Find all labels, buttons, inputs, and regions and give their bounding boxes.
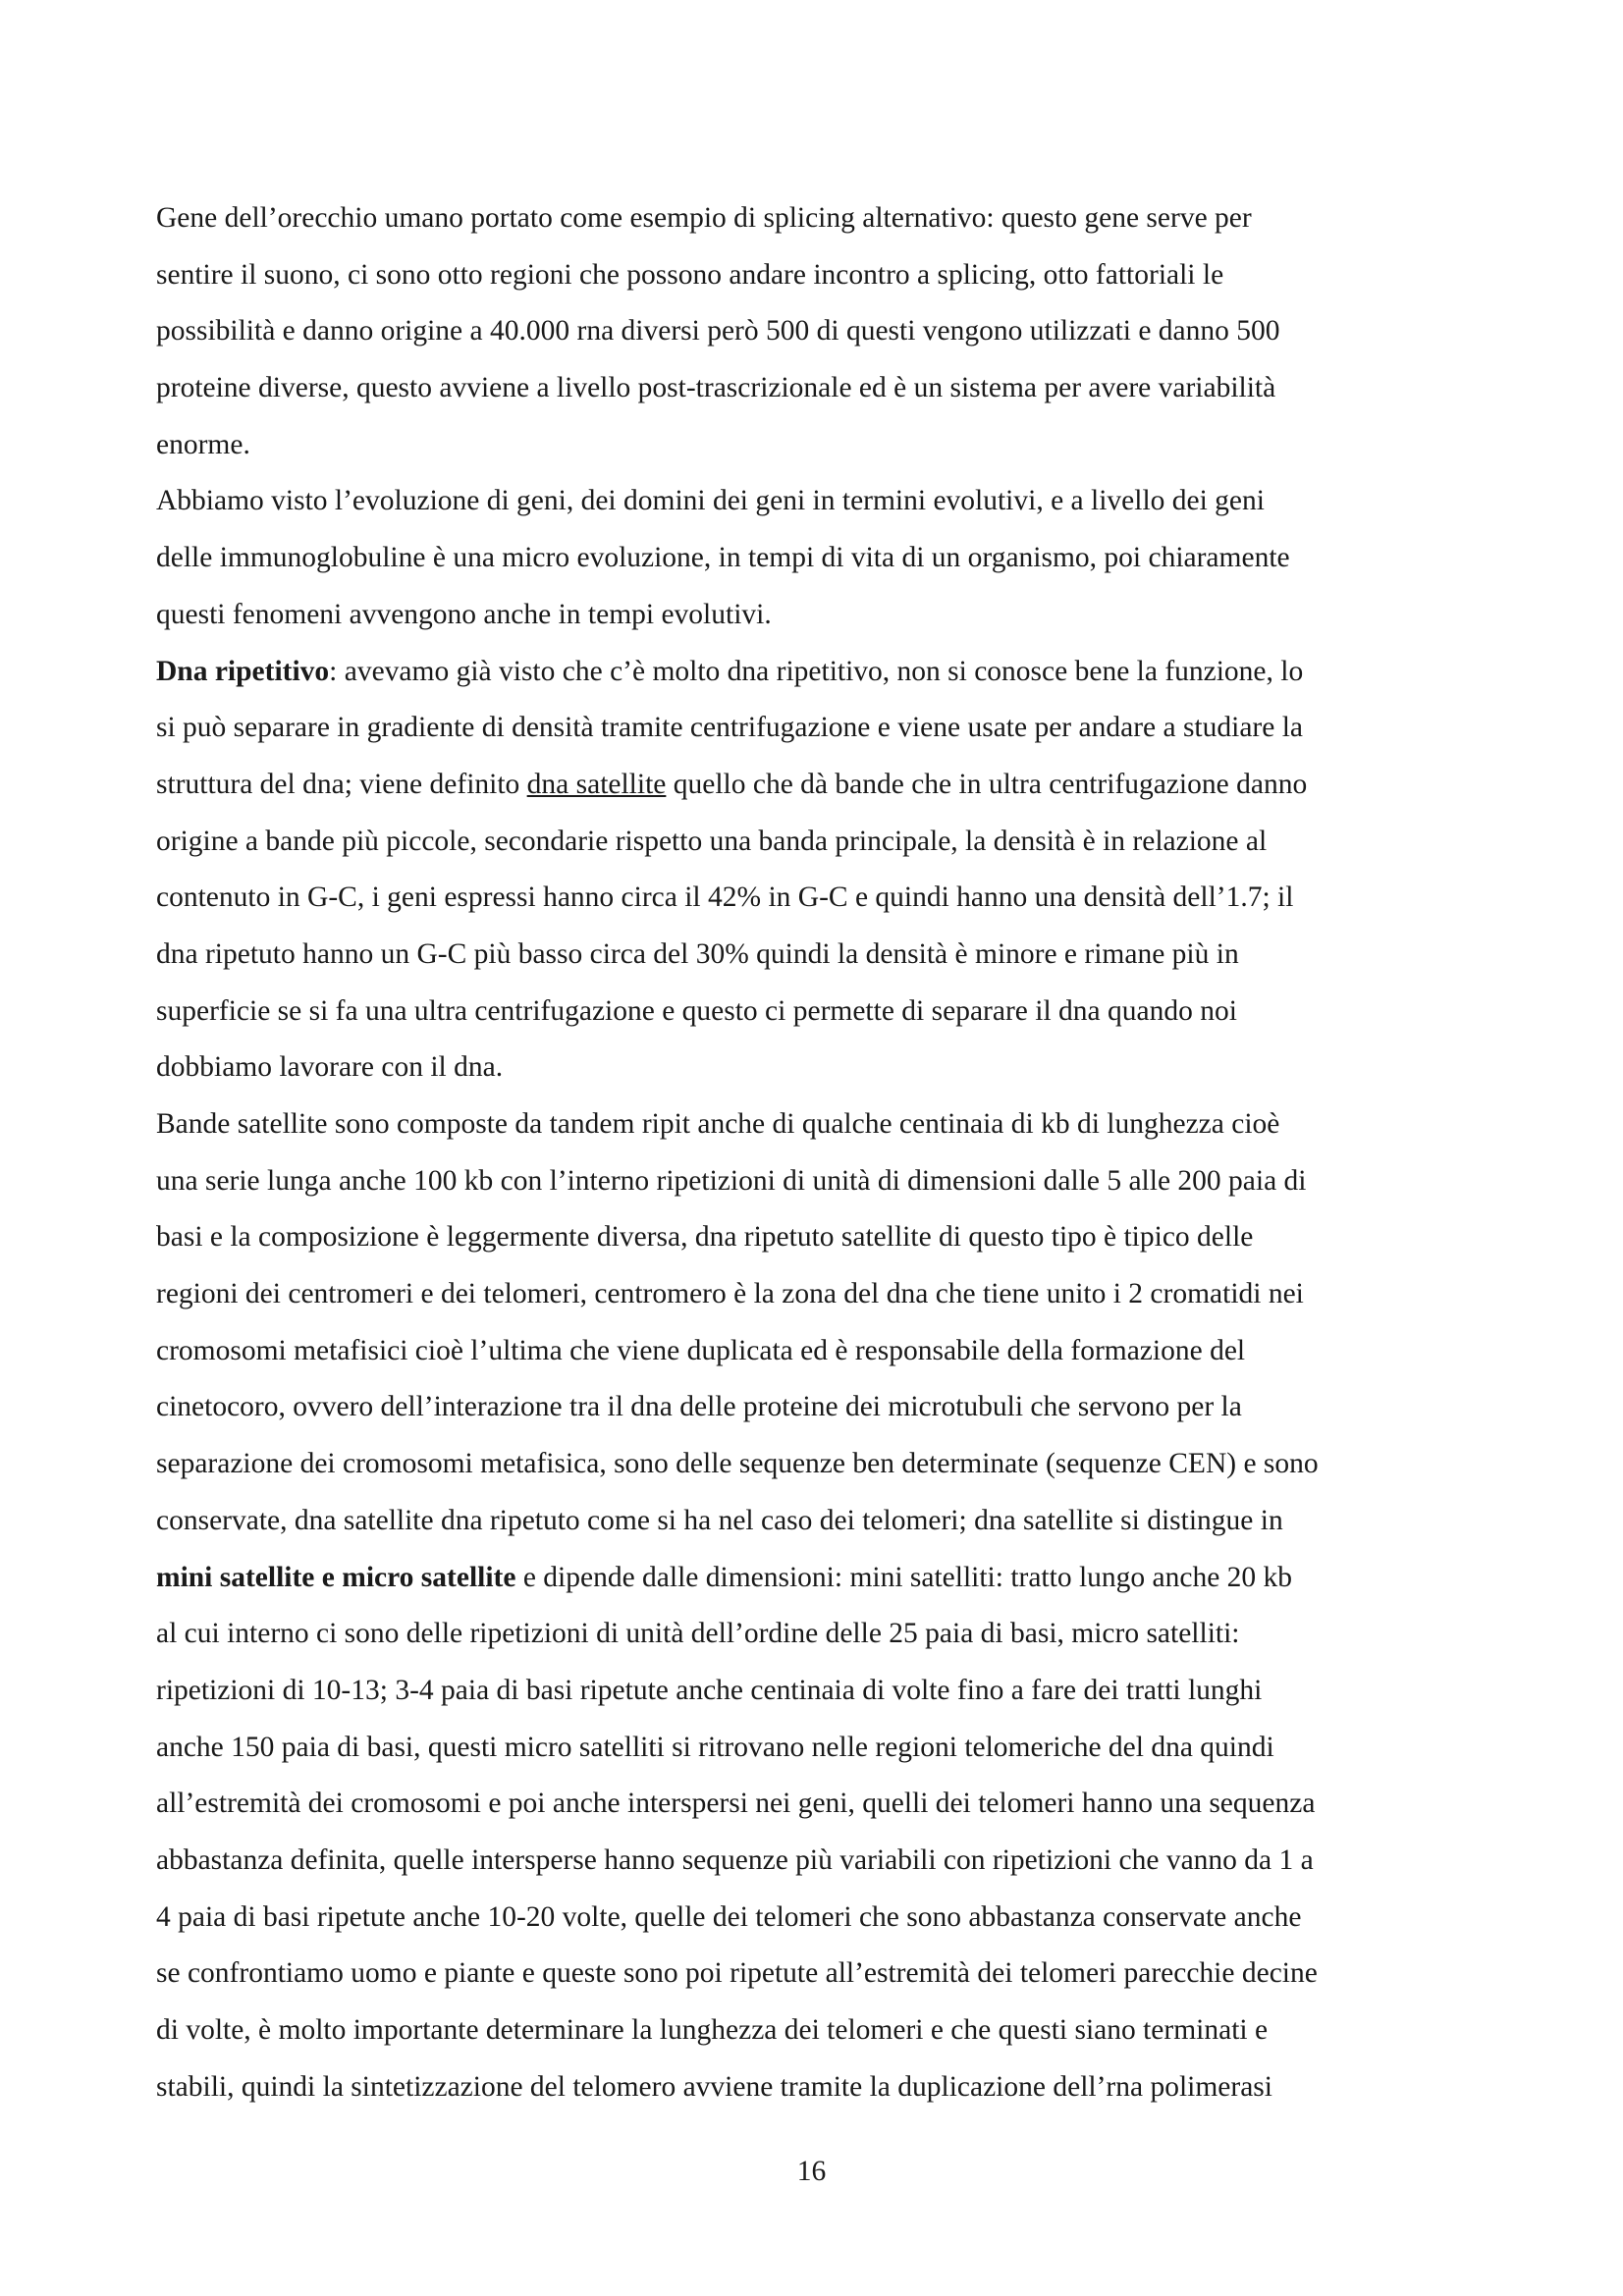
mini-micro-satellite-term: mini satellite e micro satellite [156, 1561, 516, 1593]
text-line: si può separare in gradiente di densità tramite centrifugazione e viene usate per andare a studiare la [156, 712, 1304, 744]
text-line: mini satellite e micro satellite e dipende dalle dimensioni: mini satelliti: tratto lungo anche 20 kb [156, 1561, 1293, 1593]
dna-ripetitivo-heading: Dna ripetitivo [156, 655, 330, 687]
text-line: superficie se si fa una ultra centrifugazione e questo ci permette di separare il dna quando noi [156, 994, 1237, 1027]
text-line: dna ripetuto hanno un G-C più basso circa del 30% quindi la densità è minore e rimane più in [156, 937, 1239, 970]
text-line: abbastanza definita, quelle intersperse hanno sequenze più variabili con ripetizioni che vanno da 1 a [156, 1843, 1314, 1876]
text-line: al cui interno ci sono delle ripetizioni di unità dell’ordine delle 25 paia di basi, micro satelliti: [156, 1618, 1240, 1650]
text-line: Gene dell’orecchio umano portato come esempio di splicing alternativo: questo gene serve per [156, 202, 1252, 234]
text-line: sentire il suono, ci sono otto regioni che possono andare incontro a splicing, otto fattoriali le [156, 258, 1224, 291]
text-line: una serie lunga anche 100 kb con l’interno ripetizioni di unità di dimensioni dalle 5 alle 200 paia di [156, 1164, 1307, 1197]
text-line: Abbiamo visto l’evoluzione di geni, dei domini dei geni in termini evolutivi, e a livello dei geni [156, 485, 1265, 517]
text-line: se confrontiamo uomo e piante e queste sono poi ripetute all’estremità dei telomeri parecchie decine [156, 1957, 1318, 1990]
text-line: questi fenomeni avvengono anche in tempi evolutivi. [156, 598, 772, 630]
text-line: enorme. [156, 428, 250, 460]
text-line: struttura del dna; viene definito dna satellite quello che dà bande che in ultra centrifugazione danno [156, 768, 1308, 800]
text-line: possibilità e danno origine a 40.000 rna diversi però 500 di questi vengono utilizzati e danno 500 [156, 315, 1280, 347]
text-line: cromosomi metafisici cioè l’ultima che viene duplicata ed è responsabile della formazione del [156, 1334, 1246, 1366]
text-line: basi e la composizione è leggermente diversa, dna ripetuto satellite di questo tipo è tipico delle [156, 1221, 1254, 1254]
text-line: stabili, quindi la sintetizzazione del telomero avviene tramite la duplicazione dell’rna polimerasi [156, 2070, 1272, 2103]
text-line: 4 paia di basi ripetute anche 10-20 volte, quelle dei telomeri che sono abbastanza conservate anche [156, 1900, 1302, 1933]
text-line: origine a bande più piccole, secondarie rispetto una banda principale, la densità è in relazione al [156, 825, 1268, 857]
text-line: contenuto in G-C, i geni espressi hanno circa il 42% in G-C e quindi hanno una densità dell’1.7; il [156, 881, 1294, 914]
text-line: Bande satellite sono composte da tandem ripit anche di qualche centinaia di kb di lunghezza cioè [156, 1108, 1280, 1140]
dna-satellite-term: dna satellite [526, 768, 667, 800]
text-line: regioni dei centromeri e dei telomeri, centromero è la zona del dna che tiene unito i 2 cromatidi nei [156, 1278, 1304, 1310]
text-line: ripetizioni di 10-13; 3-4 paia di basi ripetute anche centinaia di volte fino a fare dei tratti lunghi [156, 1674, 1263, 1706]
text-line: proteine diverse, questo avviene a livello post-trascrizionale ed è un sistema per avere variabilità [156, 372, 1276, 404]
text-line: dobbiamo lavorare con il dna. [156, 1051, 504, 1084]
text-line: delle immunoglobuline è una micro evoluzione, in tempi di vita di un organismo, poi chiaramente [156, 542, 1290, 574]
text-line: Dna ripetitivo: avevamo già visto che c’è molto dna ripetitivo, non si conosce bene la funzione, lo [156, 655, 1304, 687]
text-line: all’estremità dei cromosomi e poi anche interspersi nei geni, quelli dei telomeri hanno una sequenza [156, 1788, 1316, 1820]
text-line: anche 150 paia di basi, questi micro satelliti si ritrovano nelle regioni telomeriche del dna quindi [156, 1731, 1274, 1763]
text-line: cinetocoro, ovvero dell’interazione tra il dna delle proteine dei microtubuli che servono per la [156, 1391, 1242, 1423]
page-number: 16 [796, 2156, 827, 2187]
text-line: di volte, è molto importante determinare la lunghezza dei telomeri e che questi siano terminati e [156, 2014, 1269, 2046]
text-line: conservate, dna satellite dna ripetuto come si ha nel caso dei telomeri; dna satellite si distingue in [156, 1504, 1283, 1536]
body-text [156, 190, 1484, 2115]
text-line: separazione dei cromosomi metafisica, sono delle sequenze ben determinate (sequenze CEN) e sono [156, 1448, 1319, 1480]
